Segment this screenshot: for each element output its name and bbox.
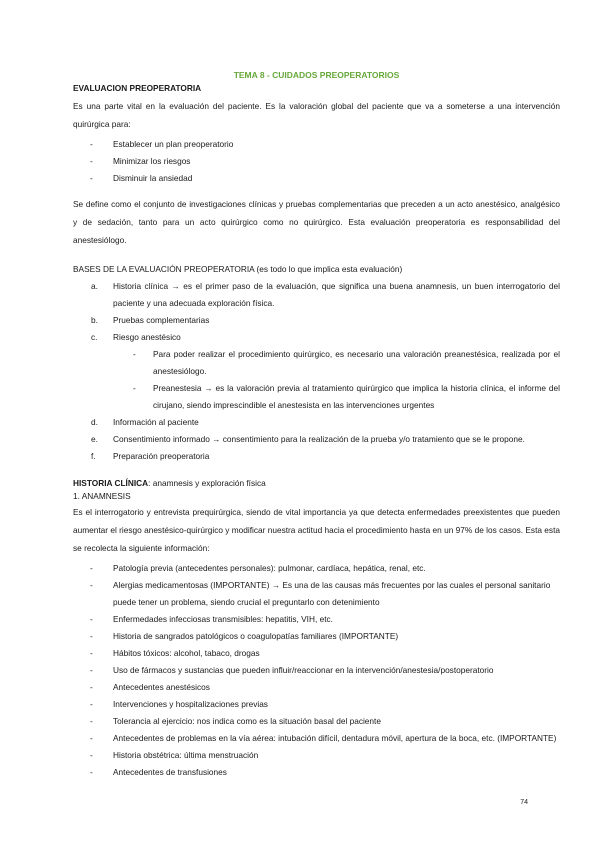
list-item xyxy=(73,312,560,329)
list-item-text: Preparación preoperatoria xyxy=(113,450,210,461)
list-item xyxy=(73,414,560,431)
list-item: - Antecedentes de transfusiones xyxy=(73,764,560,781)
list-item: - Antecedentes de problemas en la vía aérea: intubación difícil, dentadura móvil, apertura de la boca, etc. (IMPORTANTE) xyxy=(73,730,560,747)
list-marker: e. xyxy=(91,433,98,444)
list-item: - Uso de fármacos y sustancias que pueden influir/reaccionar en la intervención/anestesia/postoperatorio xyxy=(73,662,560,679)
historia-heading-rest: : anamnesis y exploración física xyxy=(148,477,266,488)
bases-heading: BASES DE LA EVALUACIÓN PREOPERATORIA (es todo lo que implica esta evaluación) xyxy=(73,263,403,274)
list-item-text: Riesgo anestésico xyxy=(113,331,181,342)
bases-list xyxy=(73,278,560,465)
list-item: - Tolerancia al ejercicio: nos indica como es la situación basal del paciente xyxy=(73,713,560,730)
list-item xyxy=(73,448,560,465)
evaluacion-definition-paragraph: Se define como el conjunto de investigaciones clínicas y pruebas complementarias que preceden a un acto anestésico, analgésico y de sedación, tanto para un acto quirúrgico como no quirúrgico. Esta evaluación preoperatoria es responsabilidad del anestesiólogo. xyxy=(73,198,560,245)
page-number: 74 xyxy=(520,799,528,806)
list-marker: d. xyxy=(91,416,98,427)
historia-heading xyxy=(73,479,560,489)
list-item-text: Pruebas complementarias xyxy=(113,314,210,325)
historia-heading-bold: HISTORIA CLÍNICA xyxy=(73,477,149,488)
list-item-text: Información al paciente xyxy=(113,416,199,427)
list-item: - Antecedentes anestésicos xyxy=(73,679,560,696)
list-item: - Enfermedades infecciosas transmisibles: hepatitis, VIH, etc. xyxy=(73,611,560,628)
list-item-text: Consentimiento informado → consentimiento para la realización de la prueba y/o tratamiento que se le propone. xyxy=(113,433,525,444)
evaluacion-goals-list xyxy=(73,136,560,187)
list-marker: b. xyxy=(91,314,98,325)
anamnesis-subheading: 1. ANAMNESIS xyxy=(73,490,131,501)
sub-list-item: - Preanestesia → es la valoración previa al tratamiento quirúrgico que implica la historia clínica, el informe del cirujano, siendo imprescindible el anestesista en las intervenciones urgentes xyxy=(113,380,560,414)
list-item: - Intervenciones y hospitalizaciones previas xyxy=(73,696,560,713)
list-item xyxy=(73,431,560,448)
section-heading-evaluacion: EVALUACION PREOPERATORIA xyxy=(73,83,202,94)
anamnesis-intro-paragraph: Es el interrogatorio y entrevista prequirúrgica, siendo de vital importancia ya que detecta enfermedades preexistentes que pueden aumentar el riesgo anestésico-quirúrgico y modificar nuestra actitud hacia el procedimiento hasta en un 97% de los casos. Esta esta se recolecta la siguiente información: xyxy=(73,507,560,554)
riesgo-sub-list xyxy=(113,346,560,414)
anamnesis-list xyxy=(73,560,560,781)
list-item: - Disminuir la ansiedad xyxy=(73,170,560,187)
list-item xyxy=(73,278,560,312)
evaluacion-intro-paragraph: Es una parte vital en la evaluación del paciente. Es la valoración global del paciente que va a someterse a una intervención quirúrgica para: xyxy=(73,100,560,129)
sub-list-item: - Para poder realizar el procedimiento quirúrgico, es necesario una valoración preanestésica, realizada por el anestesiólogo. xyxy=(113,346,560,380)
list-item: - Historia de sangrados patológicos o coagulopatías familiares (IMPORTANTE) xyxy=(73,628,560,645)
list-item: - Hábitos tóxicos: alcohol, tabaco, drogas xyxy=(73,645,560,662)
list-item: - Minimizar los riesgos xyxy=(73,153,560,170)
list-marker: a. xyxy=(91,280,98,291)
list-item: - Historia obstétrica: última menstruación xyxy=(73,747,560,764)
list-item: - Alergias medicamentosas (IMPORTANTE) → Es una de las causas más frecuentes por las cuales el personal sanitario puede tener un problema, siendo crucial el preguntarlo con detenimiento xyxy=(73,577,560,611)
list-item-text: Historia clínica → es el primer paso de la evaluación, que significa una buena anamnesis, un buen interrogatorio del paciente y una adecuada exploración física. xyxy=(113,280,560,308)
list-item xyxy=(73,329,560,414)
list-marker: c. xyxy=(91,331,98,342)
document-title: TEMA 8 - CUIDADOS PREOPERATORIOS xyxy=(233,70,400,80)
list-item: - Patología previa (antecedentes personales): pulmonar, cardíaca, hepática, renal, etc. xyxy=(73,560,560,577)
list-item: - Establecer un plan preoperatorio xyxy=(73,136,560,153)
list-marker: f. xyxy=(91,450,96,461)
